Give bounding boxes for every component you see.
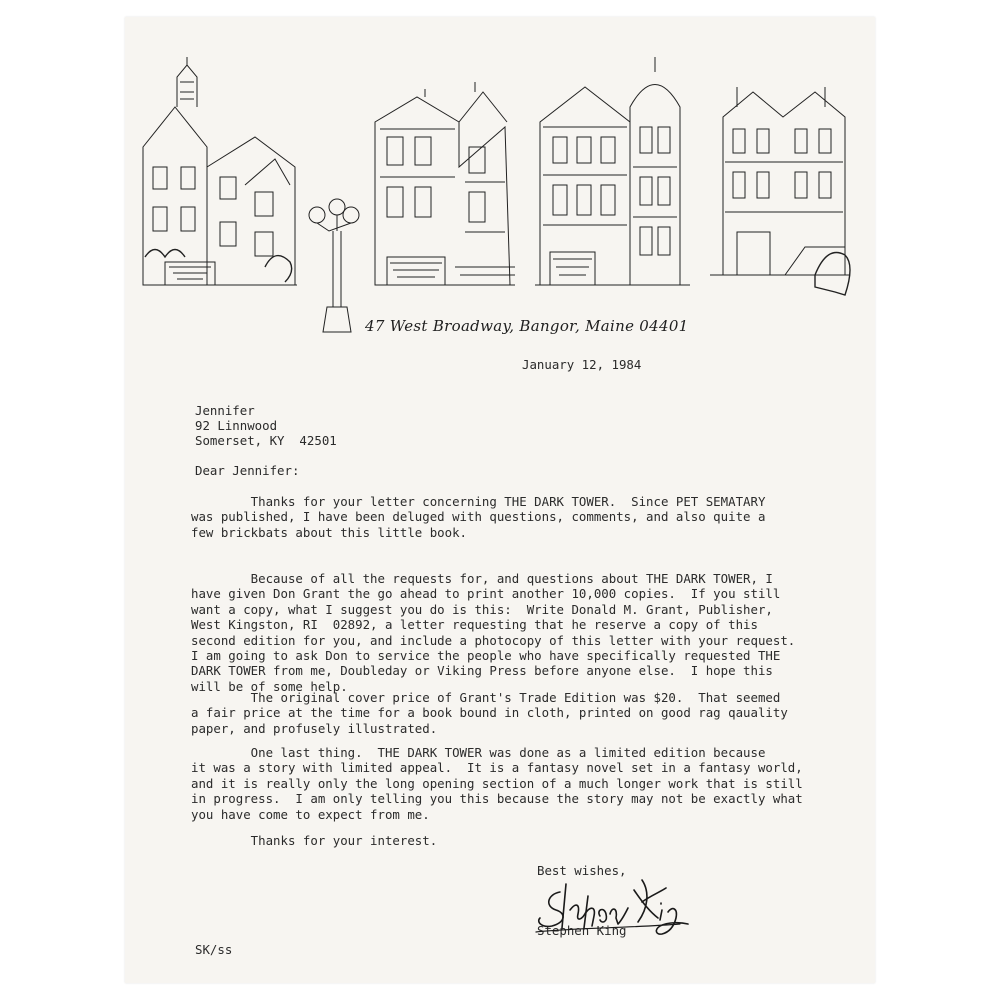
paragraph-line: will be of some help.: [191, 678, 348, 694]
house-illustration-3: [535, 57, 690, 285]
closing: Best wishes,: [537, 863, 627, 878]
paragraph: [191, 833, 831, 848]
recipient-city: Somerset, KY 42501: [195, 433, 337, 448]
paragraph-line: in progress. I am only telling you this because the story may not be exactly what: [191, 791, 803, 807]
typist-initials: SK/ss: [195, 942, 233, 957]
paragraph-line: you have come to expect from me.: [191, 806, 430, 822]
recipient-street: 92 Linnwood: [195, 418, 278, 433]
paragraph-line: second edition for you, and include a photocopy of this letter with your request.: [191, 632, 796, 648]
paragraph: [191, 690, 831, 736]
paragraph-line: want a copy, what I suggest you do is this: Write Donald M. Grant, Publisher,: [191, 601, 773, 617]
letter-date: January 12, 1984: [522, 357, 642, 372]
paragraph-line: One last thing. THE DARK TOWER was done as a limited edition because: [191, 745, 766, 760]
paragraph-line: I am going to ask Don to service the people who have specifically requested THE: [191, 648, 781, 664]
paragraph: [191, 494, 831, 540]
paragraph-line: was published, I have been deluged with questions, comments, and also quite a: [191, 509, 766, 525]
house-illustration-2: [375, 82, 515, 285]
handwritten-signature: [530, 862, 690, 942]
paragraph-line: few brickbats about this little book.: [191, 524, 468, 540]
paragraph-line: paper, and profusely illustrated.: [191, 720, 438, 736]
paragraph-line: Thanks for your letter concerning THE DARK TOWER. Since PET SEMATARY: [191, 494, 766, 509]
paragraph-line: DARK TOWER from me, Doubleday or Viking Press before anyone else. I hope this: [191, 663, 773, 679]
letterhead-illustration: [125, 17, 875, 347]
paragraph-line: it was a story with limited appeal. It is a fantasy novel set in a fantasy world,: [191, 760, 803, 776]
paragraph-line: and it is really only the long opening section of a much longer work that is still: [191, 775, 803, 791]
letter-page: [125, 17, 875, 983]
paragraph-line: have given Don Grant the go ahead to print another 10,000 copies. If you still: [191, 586, 781, 602]
letterhead-address: 47 West Broadway, Bangor, Maine 04401: [365, 317, 689, 335]
paragraph-line: Thanks for your interest.: [191, 833, 438, 848]
paragraph-line: West Kingston, RI 02892, a letter requesting that he reserve a copy of this: [191, 617, 758, 633]
paragraph-line: Because of all the requests for, and questions about THE DARK TOWER, I: [191, 571, 773, 586]
house-illustration-1: [143, 57, 297, 285]
paragraph-line: The original cover price of Grant's Trade Edition was $20. That seemed: [191, 690, 781, 705]
paragraph-line: a fair price at the time for a book bound in cloth, printed on good rag qauality: [191, 705, 788, 721]
paragraph: [191, 745, 831, 822]
house-illustration-4: [710, 87, 850, 295]
signer-name: Stephen King: [537, 923, 627, 938]
lamp-post-illustration: [309, 199, 359, 332]
recipient-name: Jennifer: [195, 403, 255, 418]
salutation: Dear Jennifer:: [195, 463, 300, 478]
paragraph: [191, 571, 831, 694]
